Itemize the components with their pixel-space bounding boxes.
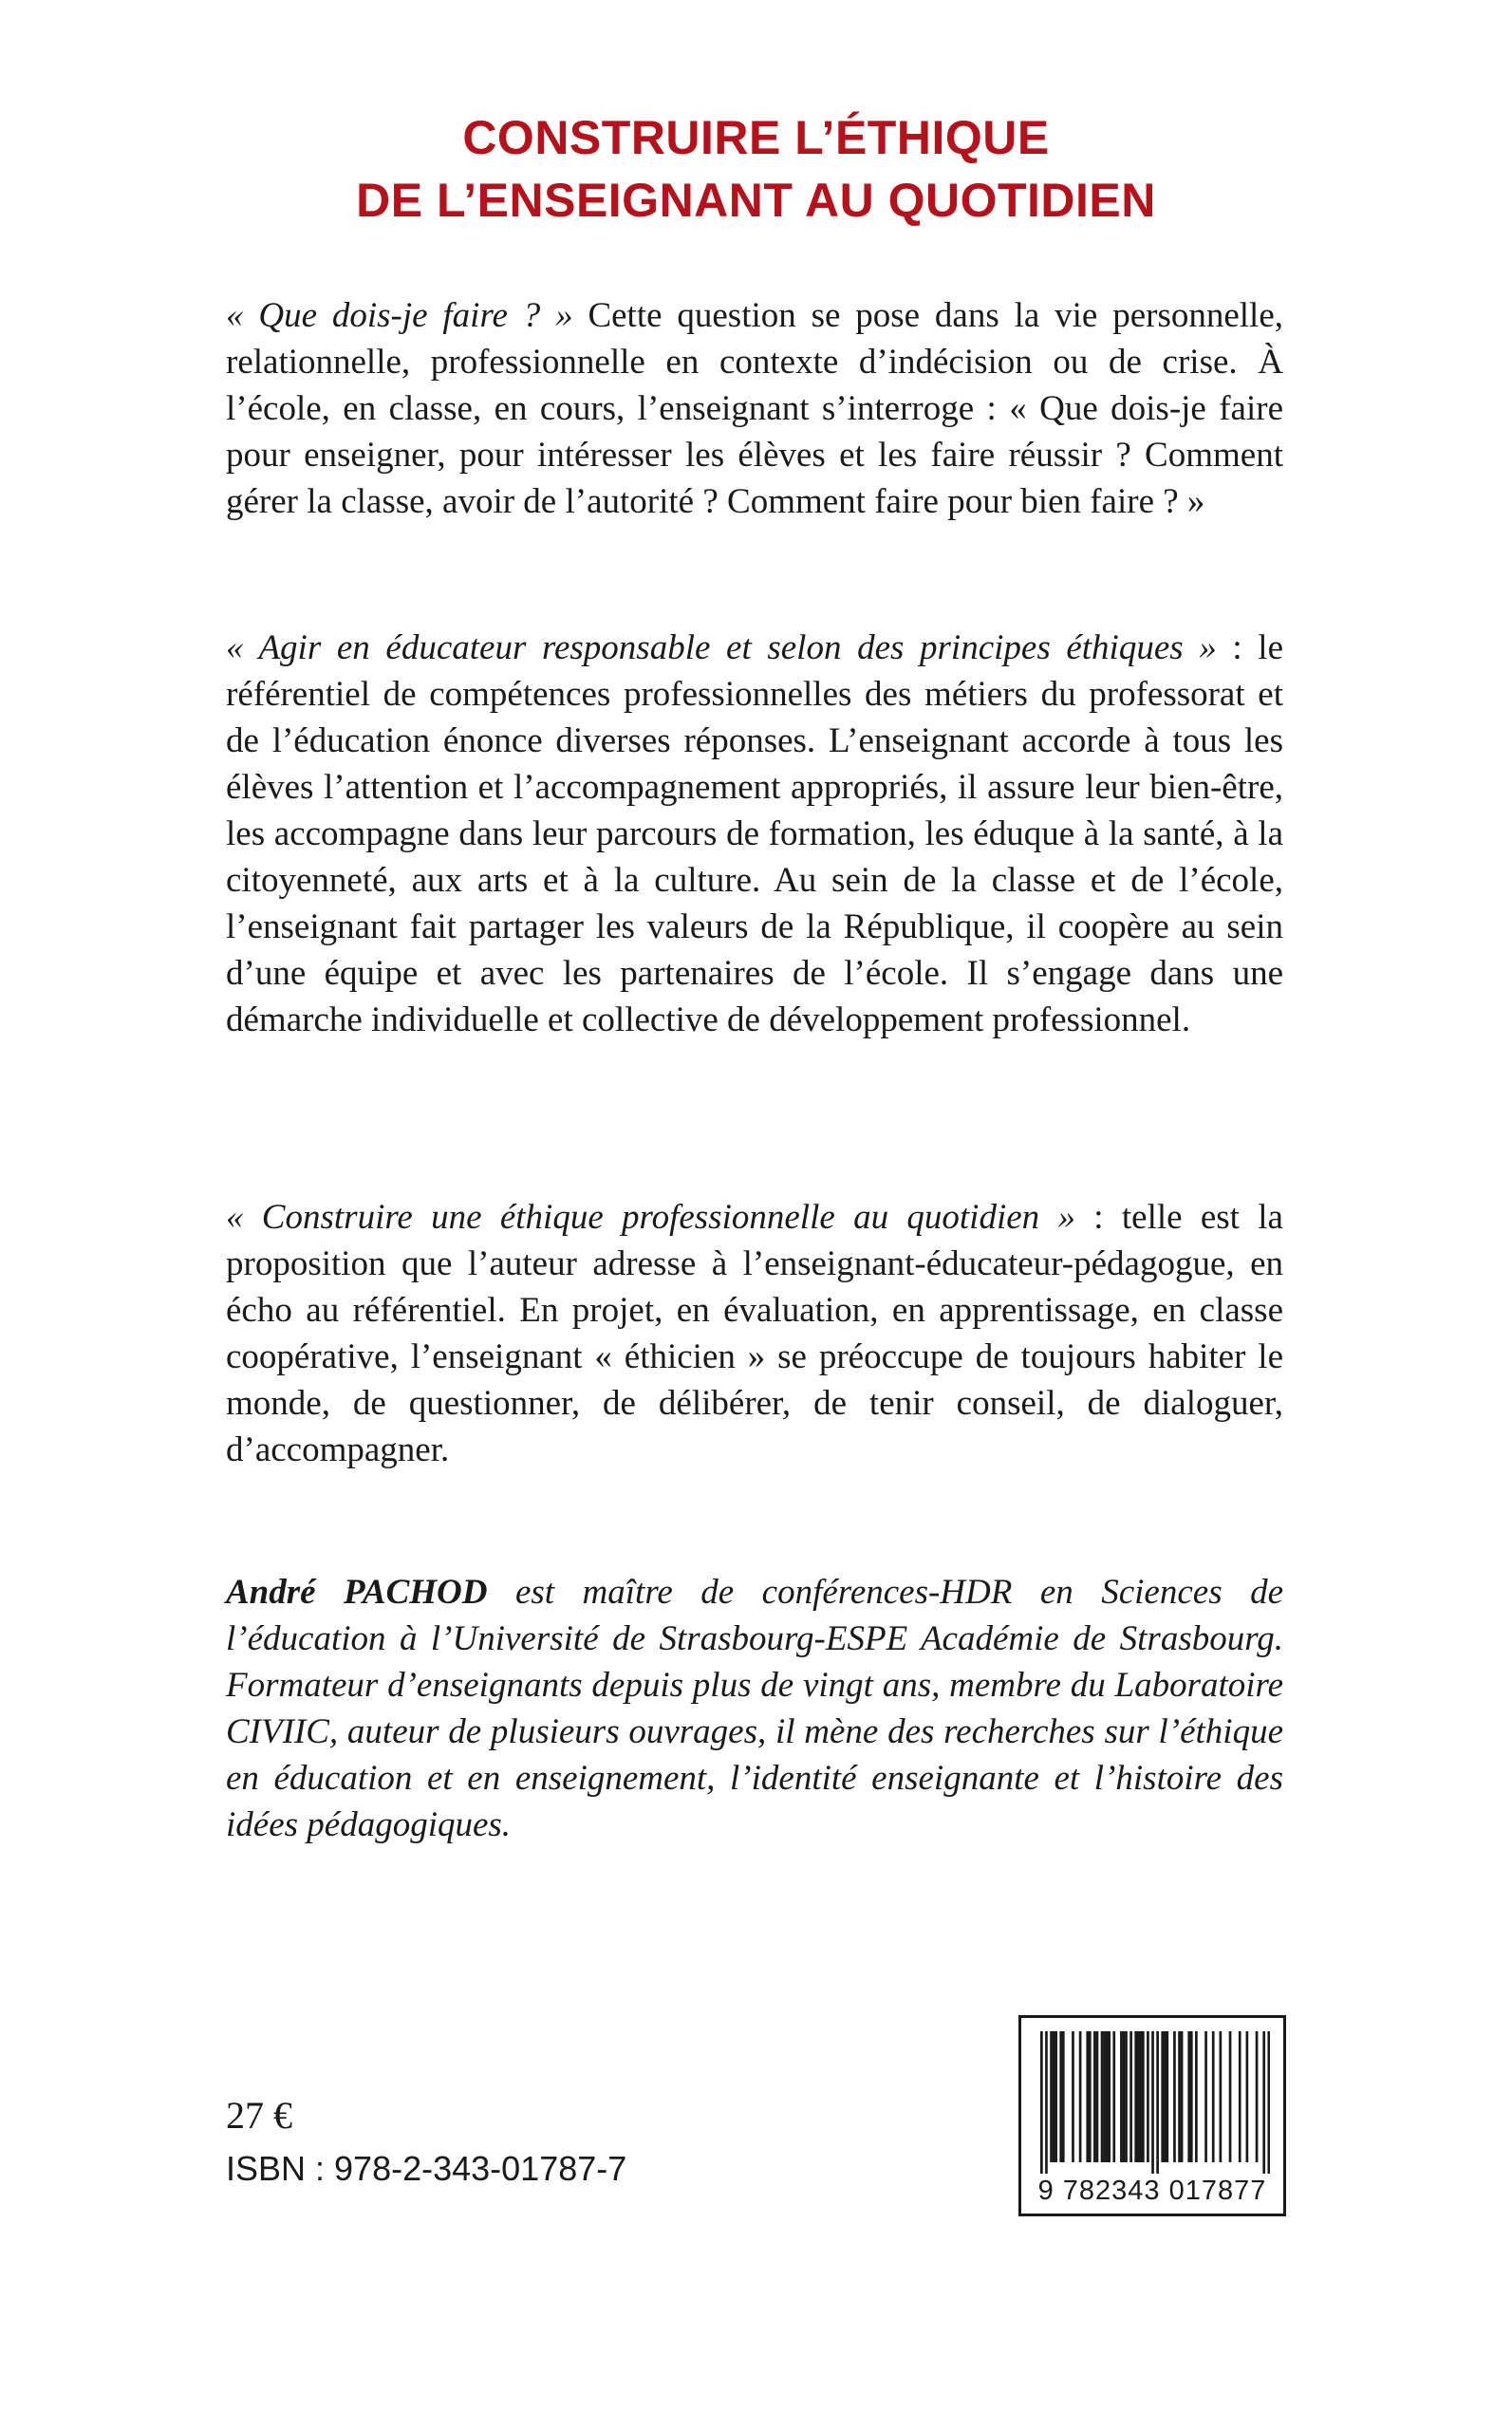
- barcode-bar: [1187, 2031, 1190, 2162]
- title-line-2: DE L’ENSEIGNANT AU QUOTIDIEN: [356, 174, 1156, 227]
- paragraph-referentiel: [226, 625, 1283, 1043]
- paragraph-referentiel-quote: « Agir en éducateur responsable et selon des principes éthiques »: [226, 628, 1217, 667]
- barcode-bar: [1072, 2031, 1074, 2162]
- price: 27 €: [226, 2094, 292, 2137]
- paragraph-question-quote: « Que dois-je faire ? »: [226, 296, 573, 335]
- paragraph-question: [226, 292, 1283, 525]
- paragraph-proposition-text: : telle est la proposition que l’auteur adresse à l’enseignant-éducateur-pédagogue, en écho au référentiel. En projet, en évaluation, en apprentissage, en classe coopérative, l’enseignant « éthicien » se préoccupe de toujours habiter le monde, de questionner, de délibérer, de tenir conseil, de dialoguer, d’accompagner.: [226, 1198, 1283, 1469]
- paragraph-proposition-quote: « Construire une éthique professionnelle au quotidien »: [226, 1198, 1075, 1237]
- barcode-bar: [1040, 2031, 1043, 2174]
- barcode-bar: [1161, 2031, 1164, 2162]
- barcode-bar: [1112, 2031, 1115, 2162]
- barcode-bar: [1246, 2031, 1249, 2162]
- paragraph-question-text: Cette question se pose dans la vie personnelle, relationnelle, professionnelle en contexte d’indécision ou de crise. À l’école, en classe, en cours, l’enseignant s’interroge : « Que dois-je faire pour enseigner, pour intéresser les élèves et les faire réussir ? Comment gérer la classe, avoir de l’autorité ? Comment faire pour bien faire ? »: [226, 296, 1283, 521]
- barcode-bar: [1147, 2031, 1149, 2162]
- barcode-bar: [1079, 2031, 1082, 2162]
- barcode-bar: [1093, 2031, 1096, 2162]
- barcode-bar: [1053, 2031, 1055, 2162]
- author-bio-text: est maître de conférences-HDR en Sciences de l’éducation à l’Université de Strasbourg-ESPE Académie de Strasbourg. Formateur d’enseignants depuis plus de vingt ans, membre du Laboratoire CIVIIC, auteur de plusieurs ouvrages, il mène des recherches sur l’éthique en éducation et en enseignement, l’identité enseignante et l’histoire des idées pédagogiques.: [226, 1573, 1283, 1844]
- barcode-bar: [1086, 2031, 1089, 2162]
- barcode-bar: [1190, 2031, 1193, 2162]
- barcode-bar: [1103, 2031, 1106, 2162]
- barcode-bar: [1239, 2031, 1241, 2162]
- barcode-bar: [1125, 2031, 1128, 2162]
- barcode-bar: [1059, 2031, 1062, 2162]
- barcode-bar: [1151, 2031, 1154, 2174]
- author-name: André PACHOD: [226, 1573, 488, 1612]
- barcode-bar: [1256, 2031, 1259, 2162]
- barcode-bar: [1166, 2031, 1168, 2162]
- barcode-bar: [1120, 2031, 1123, 2162]
- barcode-bar: [1101, 2031, 1104, 2162]
- barcode-bar: [1089, 2031, 1092, 2162]
- barcode-bar: [1178, 2031, 1181, 2162]
- barcode-bar: [1220, 2031, 1223, 2162]
- barcode-bars: [1040, 2031, 1270, 2174]
- barcode-bar: [1137, 2031, 1140, 2162]
- author-bio: [226, 1569, 1283, 1848]
- barcode-bar: [1129, 2031, 1132, 2162]
- barcode-bar: [1262, 2031, 1265, 2174]
- barcode-bar: [1045, 2031, 1048, 2174]
- barcode-bar: [1212, 2031, 1215, 2162]
- barcode-bar: [1204, 2031, 1207, 2162]
- isbn: ISBN : 978-2-343-01787-7: [226, 2149, 627, 2188]
- barcode-bar: [1108, 2031, 1111, 2162]
- barcode-bar: [1134, 2031, 1137, 2162]
- book-title: [0, 106, 1512, 232]
- paragraph-referentiel-text: : le référentiel de compétences professionnelles des métiers du professorat et de l’éducation énonce diverses réponses. L’enseignant accorde à tous les élèves l’attention et l’accompagnement appropriés, il assure leur bien-être, les accompagne dans leur parcours de formation, les éduque à la santé, à la citoyenneté, aux arts et à la culture. Au sein de la classe et de l’école, l’enseignant fait partager les valeurs de la République, il coopère au sein d’une équipe et avec les partenaires de l’école. Il s’engage dans une démarche individuelle et collective de développement professionnel.: [226, 628, 1284, 1039]
- barcode: [1018, 2015, 1286, 2216]
- barcode-bar: [1195, 2031, 1198, 2162]
- barcode-bar: [1050, 2031, 1053, 2162]
- barcode-bar: [1181, 2031, 1184, 2162]
- barcode-bar: [1106, 2031, 1109, 2162]
- barcode-bar: [1123, 2031, 1126, 2162]
- barcode-bar: [1139, 2031, 1142, 2162]
- title-line-1: CONSTRUIRE L’ÉTHIQUE: [462, 111, 1050, 164]
- barcode-bar: [1229, 2031, 1232, 2162]
- barcode-bar: [1096, 2031, 1099, 2162]
- barcode-bar: [1173, 2031, 1176, 2162]
- barcode-bar: [1267, 2031, 1270, 2174]
- barcode-bar: [1142, 2031, 1145, 2162]
- barcode-bar: [1055, 2031, 1057, 2162]
- paragraph-proposition: [226, 1194, 1283, 1473]
- barcode-bar: [1062, 2031, 1065, 2162]
- barcode-number: 9 782343 017877: [1037, 2176, 1267, 2206]
- barcode-bar: [1164, 2031, 1167, 2162]
- barcode-bar: [1156, 2031, 1159, 2174]
